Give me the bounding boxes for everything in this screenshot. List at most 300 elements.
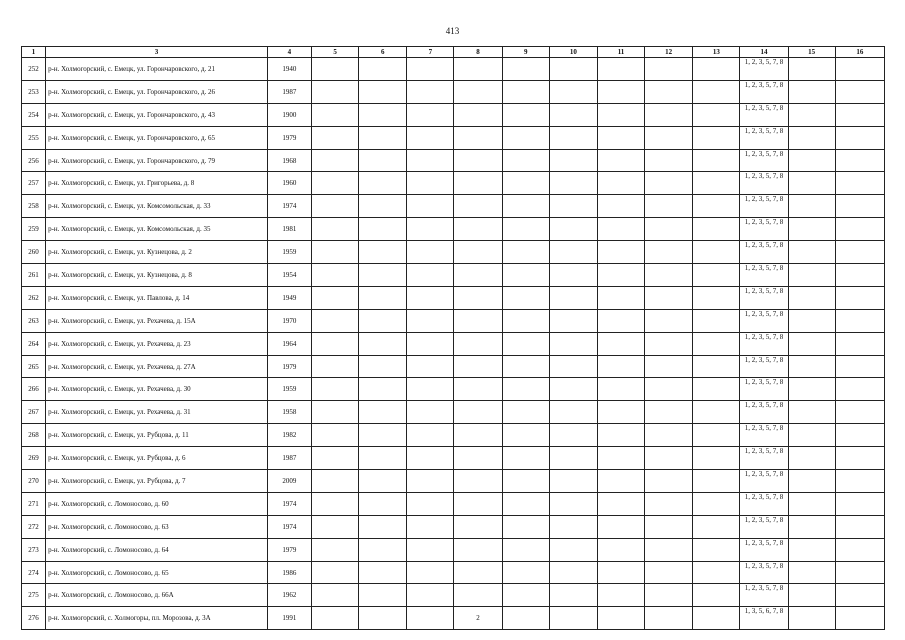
col-13-cell: [693, 538, 740, 561]
col-13-cell: [693, 241, 740, 264]
col-16-cell: [835, 470, 884, 493]
col-6-cell: [359, 584, 407, 607]
col-8-cell: [454, 332, 502, 355]
col-14-cell: 1, 2, 3, 5, 7, 8: [740, 561, 788, 584]
col-5-cell: [311, 195, 358, 218]
col-10-cell: [549, 264, 597, 287]
row-number: 258: [22, 195, 46, 218]
col-5-cell: [311, 241, 358, 264]
col-12-cell: [645, 58, 693, 81]
col-9-cell: [502, 492, 549, 515]
col-16-cell: [835, 218, 884, 241]
column-header: 9: [502, 47, 549, 58]
col-12-cell: [645, 264, 693, 287]
row-number: 260: [22, 241, 46, 264]
col-7-cell: [407, 538, 454, 561]
column-header: 6: [359, 47, 407, 58]
col-15-cell: [788, 126, 835, 149]
table-row: [22, 309, 885, 332]
row-number: 261: [22, 264, 46, 287]
col-15-cell: [788, 424, 835, 447]
col-5-cell: [311, 447, 358, 470]
col-11-cell: [597, 355, 644, 378]
address-cell: р-н. Холмогорский, с. Ломоносово, д. 63: [46, 515, 268, 538]
col-13-cell: [693, 126, 740, 149]
row-number: 252: [22, 58, 46, 81]
col-5-cell: [311, 309, 358, 332]
year-cell: 1962: [267, 584, 311, 607]
column-header: 1: [22, 47, 46, 58]
col-7-cell: [407, 172, 454, 195]
year-cell: 1949: [267, 286, 311, 309]
col-12-cell: [645, 149, 693, 172]
address-cell: р-н. Холмогорский, с. Ломоносово, д. 65: [46, 561, 268, 584]
row-number: 262: [22, 286, 46, 309]
row-number: 268: [22, 424, 46, 447]
col-7-cell: [407, 584, 454, 607]
address-cell: р-н. Холмогорский, с. Емецк, ул. Горончаровского, д. 43: [46, 103, 268, 126]
col-9-cell: [502, 103, 549, 126]
table-row: [22, 607, 885, 630]
table-row: [22, 584, 885, 607]
address-cell: р-н. Холмогорский, с. Емецк, ул. Григорьева, д. 8: [46, 172, 268, 195]
col-8-cell: [454, 538, 502, 561]
col-14-cell: 1, 2, 3, 5, 7, 8: [740, 492, 788, 515]
address-cell: р-н. Холмогорский, с. Ломоносово, д. 60: [46, 492, 268, 515]
col-16-cell: [835, 538, 884, 561]
col-7-cell: [407, 264, 454, 287]
year-cell: 1974: [267, 515, 311, 538]
col-15-cell: [788, 584, 835, 607]
col-16-cell: [835, 607, 884, 630]
col-6-cell: [359, 286, 407, 309]
col-15-cell: [788, 355, 835, 378]
col-5-cell: [311, 470, 358, 493]
row-number: 255: [22, 126, 46, 149]
col-7-cell: [407, 332, 454, 355]
col-7-cell: [407, 309, 454, 332]
col-11-cell: [597, 218, 644, 241]
col-14-cell: 1, 2, 3, 5, 7, 8: [740, 470, 788, 493]
col-15-cell: [788, 470, 835, 493]
col-5-cell: [311, 58, 358, 81]
col-15-cell: [788, 195, 835, 218]
col-14-cell: 1, 2, 3, 5, 7, 8: [740, 332, 788, 355]
row-number: 269: [22, 447, 46, 470]
address-cell: р-н. Холмогорский, с. Емецк, ул. Горончаровского, д. 21: [46, 58, 268, 81]
col-6-cell: [359, 378, 407, 401]
row-number: 257: [22, 172, 46, 195]
col-15-cell: [788, 172, 835, 195]
table-row: [22, 80, 885, 103]
col-12-cell: [645, 126, 693, 149]
col-12-cell: [645, 492, 693, 515]
column-header: 10: [549, 47, 597, 58]
col-11-cell: [597, 332, 644, 355]
col-6-cell: [359, 195, 407, 218]
col-10-cell: [549, 378, 597, 401]
col-13-cell: [693, 424, 740, 447]
address-cell: р-н. Холмогорский, с. Емецк, ул. Комсомольская, д. 33: [46, 195, 268, 218]
col-11-cell: [597, 286, 644, 309]
col-11-cell: [597, 378, 644, 401]
col-13-cell: [693, 447, 740, 470]
year-cell: 1940: [267, 58, 311, 81]
col-13-cell: [693, 561, 740, 584]
col-7-cell: [407, 58, 454, 81]
col-13-cell: [693, 492, 740, 515]
col-16-cell: [835, 80, 884, 103]
table-row: [22, 58, 885, 81]
col-8-cell: [454, 218, 502, 241]
table-row: [22, 538, 885, 561]
col-5-cell: [311, 424, 358, 447]
row-number: 274: [22, 561, 46, 584]
col-5-cell: [311, 80, 358, 103]
col-12-cell: [645, 401, 693, 424]
col-15-cell: [788, 309, 835, 332]
row-number: 272: [22, 515, 46, 538]
col-5-cell: [311, 332, 358, 355]
col-6-cell: [359, 58, 407, 81]
column-header: 4: [267, 47, 311, 58]
table-row: [22, 286, 885, 309]
row-number: 273: [22, 538, 46, 561]
col-13-cell: [693, 103, 740, 126]
col-11-cell: [597, 424, 644, 447]
table-row: [22, 470, 885, 493]
column-header: 14: [740, 47, 788, 58]
col-16-cell: [835, 515, 884, 538]
year-cell: 1979: [267, 126, 311, 149]
col-16-cell: [835, 286, 884, 309]
year-cell: 1960: [267, 172, 311, 195]
col-6-cell: [359, 355, 407, 378]
col-11-cell: [597, 80, 644, 103]
col-11-cell: [597, 264, 644, 287]
col-16-cell: [835, 149, 884, 172]
col-13-cell: [693, 378, 740, 401]
row-number: 275: [22, 584, 46, 607]
table-row: [22, 492, 885, 515]
col-9-cell: [502, 607, 549, 630]
year-cell: 1974: [267, 492, 311, 515]
col-11-cell: [597, 58, 644, 81]
col-12-cell: [645, 172, 693, 195]
col-14-cell: 1, 2, 3, 5, 7, 8: [740, 126, 788, 149]
col-8-cell: [454, 401, 502, 424]
col-8-cell: [454, 58, 502, 81]
col-12-cell: [645, 103, 693, 126]
col-14-cell: 1, 2, 3, 5, 7, 8: [740, 355, 788, 378]
col-11-cell: [597, 584, 644, 607]
col-8-cell: [454, 195, 502, 218]
col-15-cell: [788, 58, 835, 81]
col-6-cell: [359, 80, 407, 103]
col-15-cell: [788, 378, 835, 401]
col-7-cell: [407, 424, 454, 447]
col-9-cell: [502, 401, 549, 424]
address-cell: р-н. Холмогорский, с. Емецк, ул. Кузнецова, д. 8: [46, 264, 268, 287]
year-cell: 1974: [267, 195, 311, 218]
col-9-cell: [502, 126, 549, 149]
col-7-cell: [407, 218, 454, 241]
col-16-cell: [835, 309, 884, 332]
col-10-cell: [549, 492, 597, 515]
col-14-cell: 1, 2, 3, 5, 7, 8: [740, 149, 788, 172]
col-10-cell: [549, 584, 597, 607]
col-8-cell: [454, 447, 502, 470]
col-7-cell: [407, 470, 454, 493]
col-8-cell: [454, 355, 502, 378]
column-header: 16: [835, 47, 884, 58]
col-14-cell: 1, 2, 3, 5, 7, 8: [740, 172, 788, 195]
col-12-cell: [645, 584, 693, 607]
col-14-cell: 1, 2, 3, 5, 7, 8: [740, 401, 788, 424]
year-cell: 1959: [267, 378, 311, 401]
page-number: 413: [445, 26, 460, 36]
col-11-cell: [597, 126, 644, 149]
col-8-cell: [454, 470, 502, 493]
col-8-cell: [454, 149, 502, 172]
table-row: [22, 126, 885, 149]
address-cell: р-н. Холмогорский, с. Емецк, ул. Рубцова, д. 6: [46, 447, 268, 470]
col-15-cell: [788, 607, 835, 630]
col-14-cell: 1, 2, 3, 5, 7, 8: [740, 424, 788, 447]
col-8-cell: [454, 378, 502, 401]
col-13-cell: [693, 149, 740, 172]
col-7-cell: [407, 607, 454, 630]
col-13-cell: [693, 172, 740, 195]
table-row: [22, 447, 885, 470]
col-13-cell: [693, 218, 740, 241]
col-15-cell: [788, 515, 835, 538]
col-10-cell: [549, 126, 597, 149]
col-12-cell: [645, 378, 693, 401]
col-9-cell: [502, 172, 549, 195]
table-row: [22, 195, 885, 218]
year-cell: 1987: [267, 447, 311, 470]
year-cell: 1981: [267, 218, 311, 241]
col-11-cell: [597, 241, 644, 264]
year-cell: 1958: [267, 401, 311, 424]
col-7-cell: [407, 515, 454, 538]
col-9-cell: [502, 470, 549, 493]
row-number: 254: [22, 103, 46, 126]
col-13-cell: [693, 470, 740, 493]
col-5-cell: [311, 103, 358, 126]
col-10-cell: [549, 241, 597, 264]
col-10-cell: [549, 424, 597, 447]
col-14-cell: 1, 2, 3, 5, 7, 8: [740, 103, 788, 126]
row-number: 267: [22, 401, 46, 424]
col-8-cell: 2: [454, 607, 502, 630]
col-9-cell: [502, 218, 549, 241]
col-15-cell: [788, 492, 835, 515]
col-7-cell: [407, 401, 454, 424]
address-cell: р-н. Холмогорский, с. Емецк, ул. Кузнецова, д. 2: [46, 241, 268, 264]
row-number: 256: [22, 149, 46, 172]
col-13-cell: [693, 332, 740, 355]
col-10-cell: [549, 309, 597, 332]
col-7-cell: [407, 286, 454, 309]
col-7-cell: [407, 126, 454, 149]
col-9-cell: [502, 561, 549, 584]
table-row: [22, 424, 885, 447]
col-6-cell: [359, 126, 407, 149]
column-header: 5: [311, 47, 358, 58]
year-cell: 1970: [267, 309, 311, 332]
col-14-cell: 1, 3, 5, 6, 7, 8: [740, 607, 788, 630]
col-11-cell: [597, 538, 644, 561]
col-10-cell: [549, 470, 597, 493]
column-header: 13: [693, 47, 740, 58]
col-13-cell: [693, 286, 740, 309]
col-13-cell: [693, 264, 740, 287]
year-cell: 1979: [267, 355, 311, 378]
col-6-cell: [359, 264, 407, 287]
col-9-cell: [502, 58, 549, 81]
table-row: [22, 515, 885, 538]
column-header: 12: [645, 47, 693, 58]
col-14-cell: 1, 2, 3, 5, 7, 8: [740, 584, 788, 607]
col-7-cell: [407, 447, 454, 470]
col-13-cell: [693, 355, 740, 378]
col-5-cell: [311, 378, 358, 401]
address-cell: р-н. Холмогорский, с. Емецк, ул. Рехачева, д. 27А: [46, 355, 268, 378]
col-11-cell: [597, 172, 644, 195]
col-16-cell: [835, 584, 884, 607]
col-11-cell: [597, 401, 644, 424]
col-8-cell: [454, 424, 502, 447]
col-9-cell: [502, 447, 549, 470]
column-header: 3: [46, 47, 268, 58]
col-15-cell: [788, 149, 835, 172]
col-13-cell: [693, 309, 740, 332]
col-15-cell: [788, 401, 835, 424]
col-7-cell: [407, 149, 454, 172]
row-number: 271: [22, 492, 46, 515]
col-6-cell: [359, 103, 407, 126]
col-8-cell: [454, 126, 502, 149]
col-5-cell: [311, 172, 358, 195]
col-16-cell: [835, 332, 884, 355]
year-cell: 1959: [267, 241, 311, 264]
col-6-cell: [359, 401, 407, 424]
col-12-cell: [645, 355, 693, 378]
col-8-cell: [454, 286, 502, 309]
col-10-cell: [549, 218, 597, 241]
col-6-cell: [359, 424, 407, 447]
column-header: 11: [597, 47, 644, 58]
col-5-cell: [311, 584, 358, 607]
table-row: [22, 218, 885, 241]
address-cell: р-н. Холмогорский, с. Емецк, ул. Рехачева, д. 15А: [46, 309, 268, 332]
col-6-cell: [359, 447, 407, 470]
col-7-cell: [407, 561, 454, 584]
col-6-cell: [359, 332, 407, 355]
col-11-cell: [597, 607, 644, 630]
col-13-cell: [693, 607, 740, 630]
col-11-cell: [597, 561, 644, 584]
col-7-cell: [407, 492, 454, 515]
year-cell: 1979: [267, 538, 311, 561]
col-14-cell: 1, 2, 3, 5, 7, 8: [740, 58, 788, 81]
col-5-cell: [311, 607, 358, 630]
col-6-cell: [359, 607, 407, 630]
col-12-cell: [645, 424, 693, 447]
col-8-cell: [454, 103, 502, 126]
col-14-cell: 1, 2, 3, 5, 7, 8: [740, 80, 788, 103]
col-8-cell: [454, 515, 502, 538]
row-number: 259: [22, 218, 46, 241]
col-16-cell: [835, 103, 884, 126]
col-9-cell: [502, 149, 549, 172]
address-cell: р-н. Холмогорский, с. Емецк, ул. Рехачева, д. 31: [46, 401, 268, 424]
col-12-cell: [645, 195, 693, 218]
col-16-cell: [835, 264, 884, 287]
col-16-cell: [835, 401, 884, 424]
address-cell: р-н. Холмогорский, с. Емецк, ул. Рехачева, д. 23: [46, 332, 268, 355]
col-14-cell: 1, 2, 3, 5, 7, 8: [740, 218, 788, 241]
col-14-cell: 1, 2, 3, 5, 7, 8: [740, 378, 788, 401]
col-7-cell: [407, 103, 454, 126]
address-cell: р-н. Холмогорский, с. Емецк, ул. Горончаровского, д. 65: [46, 126, 268, 149]
col-9-cell: [502, 286, 549, 309]
col-11-cell: [597, 492, 644, 515]
col-11-cell: [597, 447, 644, 470]
address-cell: р-н. Холмогорский, с. Емецк, ул. Рехачева, д. 30: [46, 378, 268, 401]
col-12-cell: [645, 561, 693, 584]
address-cell: р-н. Холмогорский, с. Холмогоры, пл. Морозова, д. 3А: [46, 607, 268, 630]
col-5-cell: [311, 492, 358, 515]
col-12-cell: [645, 470, 693, 493]
col-10-cell: [549, 401, 597, 424]
col-10-cell: [549, 332, 597, 355]
col-9-cell: [502, 355, 549, 378]
address-cell: р-н. Холмогорский, с. Емецк, ул. Комсомольская, д. 35: [46, 218, 268, 241]
year-cell: 1991: [267, 607, 311, 630]
col-11-cell: [597, 309, 644, 332]
table-row: [22, 355, 885, 378]
col-8-cell: [454, 561, 502, 584]
year-cell: 1987: [267, 80, 311, 103]
col-11-cell: [597, 195, 644, 218]
col-12-cell: [645, 607, 693, 630]
col-10-cell: [549, 538, 597, 561]
column-header: 15: [788, 47, 835, 58]
col-10-cell: [549, 103, 597, 126]
col-12-cell: [645, 332, 693, 355]
col-5-cell: [311, 218, 358, 241]
col-12-cell: [645, 447, 693, 470]
col-5-cell: [311, 561, 358, 584]
col-5-cell: [311, 286, 358, 309]
col-12-cell: [645, 218, 693, 241]
col-10-cell: [549, 286, 597, 309]
col-7-cell: [407, 80, 454, 103]
table-row: [22, 264, 885, 287]
table-row: [22, 401, 885, 424]
row-number: 263: [22, 309, 46, 332]
col-5-cell: [311, 401, 358, 424]
col-10-cell: [549, 607, 597, 630]
col-16-cell: [835, 172, 884, 195]
col-9-cell: [502, 515, 549, 538]
col-12-cell: [645, 515, 693, 538]
col-16-cell: [835, 447, 884, 470]
year-cell: 1900: [267, 103, 311, 126]
